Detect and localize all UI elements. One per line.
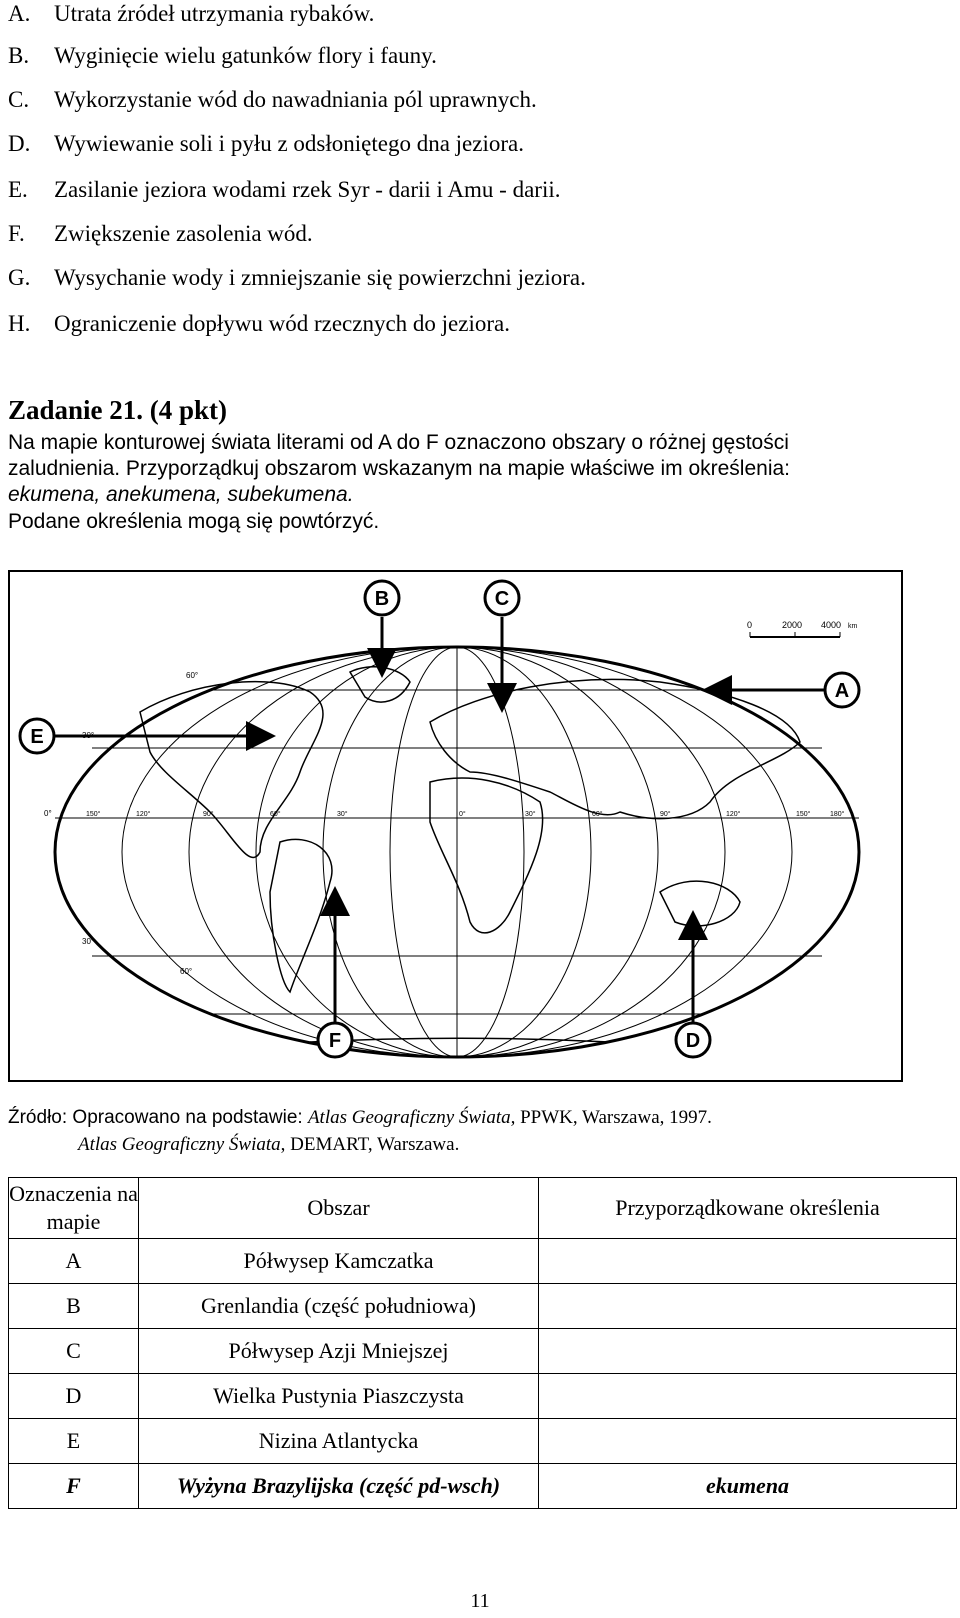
cell-mark: B bbox=[9, 1284, 139, 1329]
cell-area: Półwysep Kamczatka bbox=[139, 1239, 539, 1284]
lon-label-8: 60° bbox=[592, 811, 603, 818]
svg-text:B: B bbox=[374, 588, 390, 610]
cell-answer[interactable] bbox=[539, 1329, 957, 1374]
option-d: D. Wywiewanie soli i pyłu z odsłoniętego dna jeziora. bbox=[8, 131, 524, 156]
lon-label-12: 180° bbox=[830, 811, 845, 818]
header-answer: Przyporządkowane określenia bbox=[539, 1178, 957, 1239]
lat-label-0: 0° bbox=[44, 809, 52, 818]
cell-mark: F bbox=[9, 1464, 139, 1509]
svg-text:A: A bbox=[834, 680, 850, 702]
cell-mark: E bbox=[9, 1419, 139, 1464]
cell-area: Półwysep Azji Mniejszej bbox=[139, 1329, 539, 1374]
marker-e bbox=[20, 719, 54, 753]
scale-0: 0 bbox=[747, 620, 753, 630]
cell-area: Wyżyna Brazylijska (część pd-wsch) bbox=[139, 1464, 539, 1509]
lon-label-11: 150° bbox=[796, 811, 811, 818]
lon-label-1: 150° bbox=[86, 811, 101, 818]
source-line-2 bbox=[78, 1133, 459, 1157]
lon-label-6: 0° bbox=[459, 811, 466, 818]
option-e: E. Zasilanie jeziora wodami rzek Syr - darii i Amu - darii. bbox=[8, 177, 561, 202]
cell-mark: A bbox=[9, 1239, 139, 1284]
instruction-line-1: Na mapie konturowej świata literami od A do F oznaczono obszary o różnej gęstości bbox=[8, 431, 789, 454]
table-row bbox=[9, 1464, 957, 1509]
lon-label-10: 120° bbox=[726, 811, 741, 818]
lon-label-7: 30° bbox=[525, 811, 536, 818]
cell-answer[interactable] bbox=[539, 1419, 957, 1464]
cell-mark: D bbox=[9, 1374, 139, 1419]
cell-answer[interactable] bbox=[539, 1374, 957, 1419]
source-line-1 bbox=[8, 1106, 712, 1130]
world-map-svg bbox=[10, 572, 901, 1080]
marker-arrows bbox=[55, 617, 825, 1022]
svg-text:C: C bbox=[494, 588, 510, 610]
cell-area: Nizina Atlantycka bbox=[139, 1419, 539, 1464]
lon-label-2: 120° bbox=[136, 811, 151, 818]
lat-label-30n: 30° bbox=[82, 731, 95, 740]
cell-mark: C bbox=[9, 1329, 139, 1374]
marker-c bbox=[485, 581, 519, 615]
instruction-line-4: Podane określenia mogą się powtórzyć. bbox=[8, 510, 380, 533]
marker-d bbox=[676, 1023, 710, 1057]
lon-label-4: 60° bbox=[270, 811, 281, 818]
answer-table bbox=[8, 1177, 957, 1509]
cell-answer[interactable] bbox=[539, 1239, 957, 1284]
option-g: G. Wysychanie wody i zmniejszanie się powierzchni jeziora. bbox=[8, 265, 586, 290]
scale-bar bbox=[747, 620, 858, 637]
scale-unit: km bbox=[848, 623, 858, 630]
source-rest-2: , DEMART, Warszawa. bbox=[280, 1134, 460, 1155]
source-rest-1: PPWK, Warszawa, 1997. bbox=[515, 1107, 712, 1128]
option-f: F. Zwiększenie zasolenia wód. bbox=[8, 221, 313, 246]
table-row bbox=[9, 1239, 957, 1284]
page-number: 11 bbox=[470, 1590, 490, 1612]
option-a: A. Utrata źródeł utrzymania rybaków. bbox=[8, 1, 375, 26]
option-h: H. Ograniczenie dopływu wód rzecznych do jeziora. bbox=[8, 311, 510, 336]
table-row bbox=[9, 1329, 957, 1374]
marker-f bbox=[318, 1023, 352, 1057]
lon-label-5: 30° bbox=[337, 811, 348, 818]
task-title: Zadanie 21. (4 pkt) bbox=[8, 395, 228, 425]
cell-area: Wielka Pustynia Piaszczysta bbox=[139, 1374, 539, 1419]
header-marks: Oznaczenia na mapie bbox=[9, 1178, 139, 1239]
lon-label-3: 90° bbox=[203, 811, 214, 818]
source-atlas-2: Atlas Geograficzny Świata bbox=[78, 1134, 281, 1155]
cell-answer: ekumena bbox=[539, 1464, 957, 1509]
continents bbox=[140, 667, 800, 1042]
svg-text:E: E bbox=[30, 726, 44, 748]
lon-label-9: 90° bbox=[660, 811, 671, 818]
instruction-line-2: zaludnienia. Przyporządkuj obszarom wskazanym na mapie właściwe im określenia: bbox=[8, 457, 791, 480]
terms-text: ekumena, anekumena, subekumena. bbox=[8, 483, 354, 506]
instruction-terms bbox=[8, 482, 354, 508]
table-row bbox=[9, 1374, 957, 1419]
option-b: B. Wyginięcie wielu gatunków flory i fauny. bbox=[8, 43, 437, 68]
lat-label-30s: 30° bbox=[82, 937, 95, 946]
svg-text:D: D bbox=[685, 1030, 701, 1052]
scale-4000: 4000 bbox=[821, 620, 842, 630]
lat-label-60s: 60° bbox=[180, 967, 193, 976]
table-row bbox=[9, 1419, 957, 1464]
marker-a bbox=[825, 673, 859, 707]
table-header-row bbox=[9, 1178, 957, 1239]
world-map bbox=[8, 570, 903, 1082]
source-prefix: Źródło: Opracowano na podstawie: bbox=[8, 1107, 308, 1128]
lat-label-60n: 60° bbox=[186, 671, 199, 680]
cell-area: Grenlandia (część południowa) bbox=[139, 1284, 539, 1329]
marker-b bbox=[365, 581, 399, 615]
cell-answer[interactable] bbox=[539, 1284, 957, 1329]
scale-2000: 2000 bbox=[782, 620, 803, 630]
option-c: C. Wykorzystanie wód do nawadniania pól uprawnych. bbox=[8, 87, 537, 112]
header-area: Obszar bbox=[139, 1178, 539, 1239]
table-row bbox=[9, 1284, 957, 1329]
svg-text:F: F bbox=[328, 1030, 342, 1052]
source-atlas-1: Atlas Geograficzny Świata, bbox=[307, 1107, 516, 1128]
